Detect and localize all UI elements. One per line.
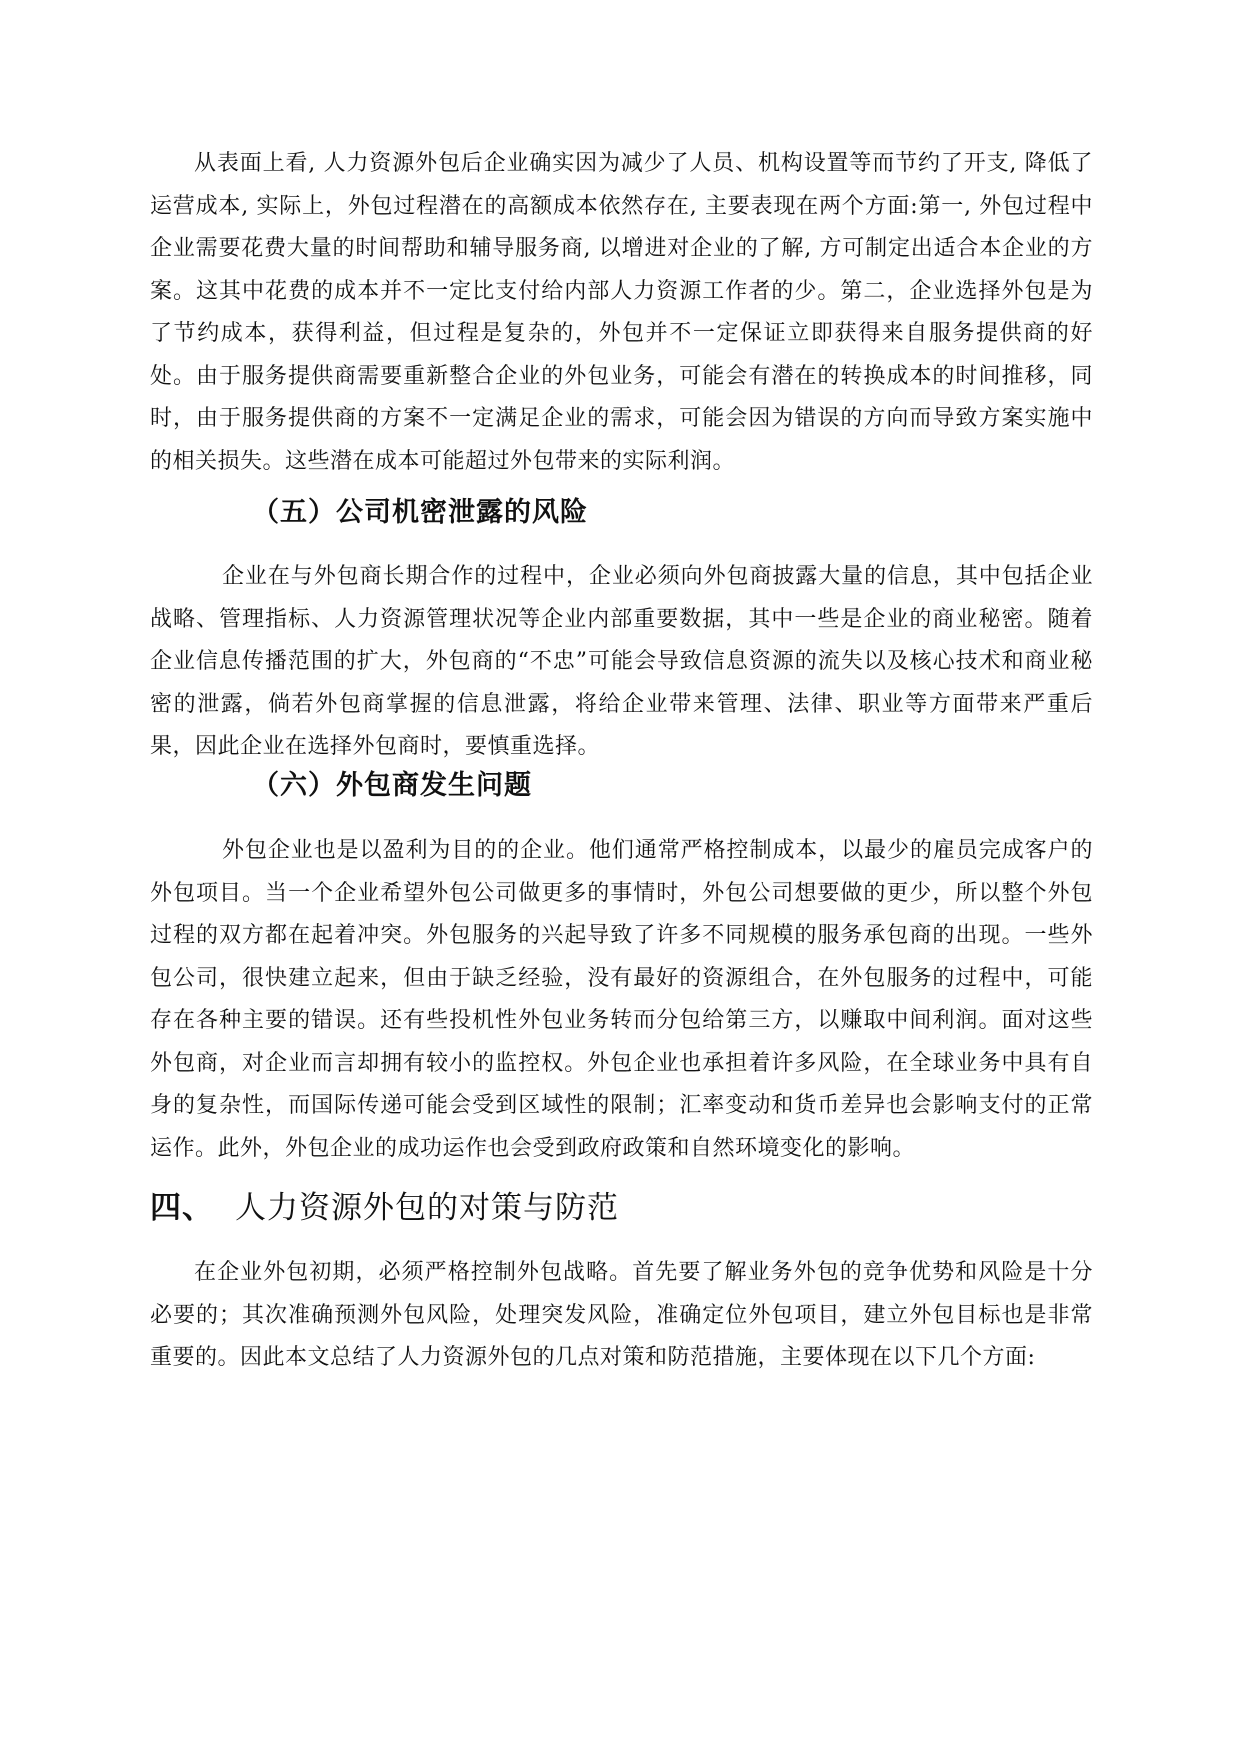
paragraph-countermeasures-intro — [150, 1252, 1093, 1380]
heading-confidentiality-risk: （五）公司机密泄露的风险 — [252, 497, 588, 528]
section-number: 四、 — [150, 1190, 214, 1226]
paragraph-text: 外包企业也是以盈利为目的的企业。他们通常严格控制成本，以最少的雇员完成客户的外包项目。当一个企业希望外包公司做更多的事情时，外包公司想要做的更少，所以整个外包过程的双方都在起着冲突。外包服务的兴起导致了许多不同规模的服务承包商的出现。一些外包公司，很快建立起来，但由于缺乏经验，没有最好的资源组合，在外包服务的过程中，可能存在各种主要的错误。还有些投机性外包业务转而分包给第三方，以赚取中间利润。面对这些外包商，对企业而言却拥有较小的监控权。外包企业也承担着许多风险，在全球业务中具有自身的复杂性，而国际传递可能会受到区域性的限制；汇率变动和货币差异也会影响支付的正常运作。此外，外包企业的成功运作也会受到政府政策和自然环境变化的影响。 — [150, 838, 1093, 1161]
paragraph-hidden-costs — [150, 143, 1093, 483]
paragraph-text: 企业在与外包商长期合作的过程中，企业必须向外包商披露大量的信息，其中包括企业战略、管理指标、人力资源管理状况等企业内部重要数据，其中一些是企业的商业秘密。随着企业信息传播范围的扩大，外包商的“不忠”可能会导致信息资源的流失以及核心技术和商业秘密的泄露，倘若外包商掌握的信息泄露，将给企业带来管理、法律、职业等方面带来严重后果，因此企业在选择外包商时，要慎重选择。 — [150, 564, 1093, 759]
paragraph-confidentiality — [150, 556, 1093, 769]
section-title: 人力资源外包的对策与防范 — [235, 1190, 619, 1226]
paragraph-vendor-problems — [150, 830, 1093, 1170]
paragraph-text: 从表面上看, 人力资源外包后企业确实因为减少了人员、机构设置等而节约了开支, 降低了运营成本, 实际上，外包过程潜在的高额成本依然存在, 主要表现在两个方面:第一, 外包过程中企业需要花费大量的时间帮助和辅导服务商, 以增进对企业的了解, 方可制定出适合本企业的方案。这其中花费的成本并不一定比支付给内部人力资源工作者的少。第二，企业选择外包是为了节约成本，获得利益，但过程是复杂的，外包并不一定保证立即获得来自服务提供商的好处。由于服务提供商需要重新整合企业的外包业务，可能会有潜在的转换成本的时间推移，同时，由于服务提供商的方案不一定满足企业的需求，可能会因为错误的方向而导致方案实施中的相关损失。这些潜在成本可能超过外包带来的实际利润。 — [150, 151, 1093, 474]
heading-vendor-problems: （六）外包商发生问题 — [252, 770, 532, 801]
paragraph-text: 在企业外包初期，必须严格控制外包战略。首先要了解业务外包的竞争优势和风险是十分必要的；其次准确预测外包风险，处理突发风险，准确定位外包项目，建立外包目标也是非常重要的。因此本文总结了人力资源外包的几点对策和防范措施，主要体现在以下几个方面: — [150, 1260, 1093, 1370]
heading-section-four — [150, 1186, 619, 1230]
